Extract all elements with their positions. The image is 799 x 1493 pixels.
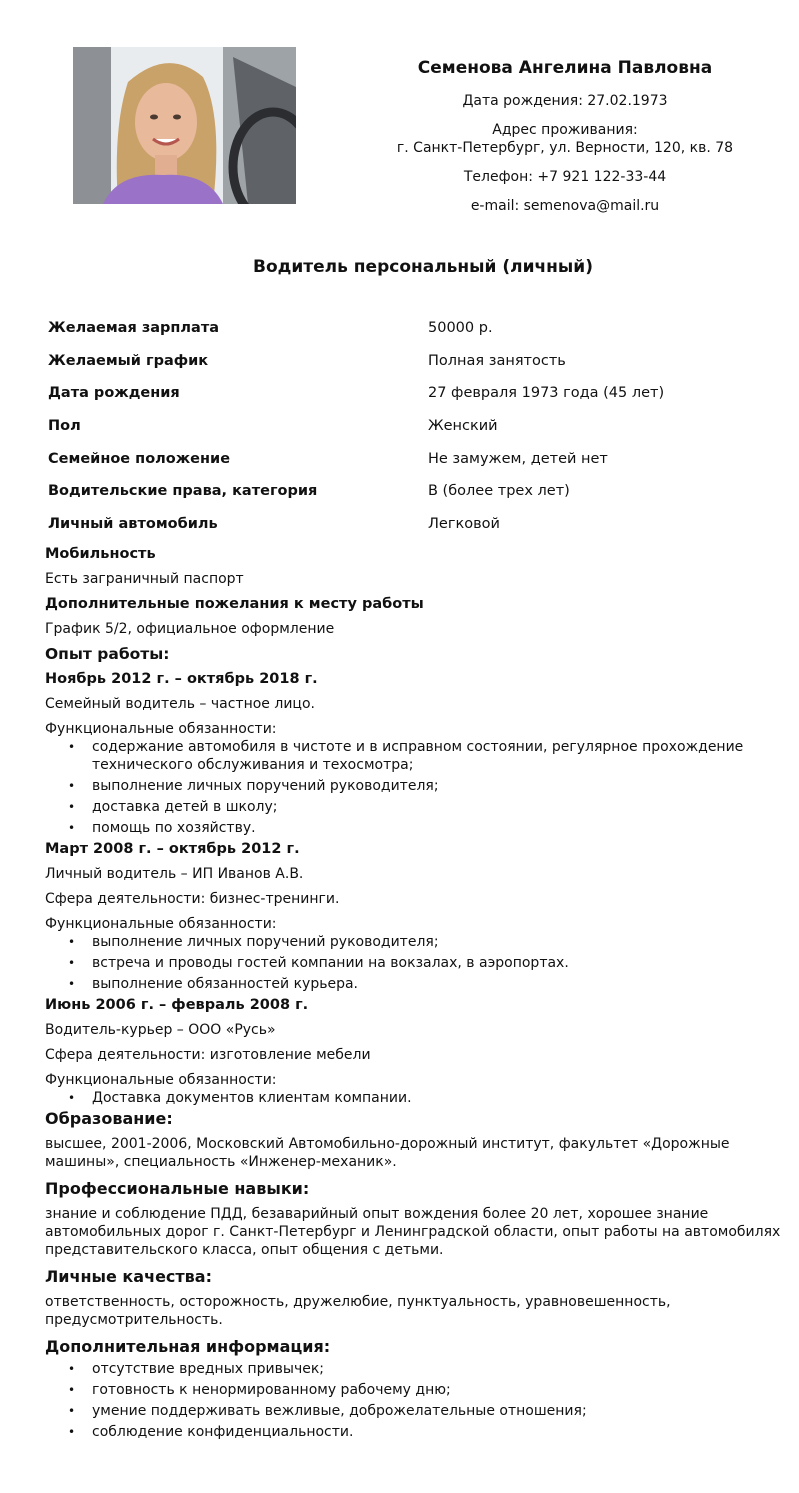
duties-label: Функциональные обязанности:	[45, 916, 277, 932]
detail-row	[48, 516, 768, 549]
detail-row	[48, 320, 768, 353]
details-table	[48, 320, 768, 549]
detail-row	[48, 451, 768, 484]
contact-header	[330, 58, 799, 226]
list-item: • выполнение личных поручений руководителя;	[92, 777, 797, 795]
detail-key: Личный автомобиль	[48, 516, 218, 533]
mobility-title: Мобильность	[45, 546, 156, 562]
address: г. Санкт-Петербург, ул. Верности, 120, кв. 78	[396, 140, 734, 156]
duties-list	[45, 738, 797, 837]
list-item: • доставка детей в школу;	[92, 798, 797, 816]
list-item: • выполнение личных поручений руководителя;	[92, 933, 797, 951]
skills-title: Профессиональные навыки:	[45, 1179, 310, 1198]
detail-key: Семейное положение	[48, 450, 231, 467]
detail-key: Желаемая зарплата	[48, 320, 220, 336]
detail-value: Не замужем, детей нет	[428, 450, 608, 467]
full-name: Семенова Ангелина Павловна	[417, 58, 713, 78]
additional-title: Дополнительная информация:	[45, 1337, 331, 1356]
detail-value: 27 февраля 1973 года (45 лет)	[428, 385, 665, 402]
profile-photo	[73, 47, 296, 204]
list-item: • встреча и проводы гостей компании на вокзалах, в аэропортах.	[92, 954, 797, 972]
address-label: Адрес проживания:	[492, 122, 638, 138]
position-title: Водитель персональный (личный)	[253, 257, 593, 277]
detail-key: Дата рождения	[48, 385, 180, 402]
detail-row	[48, 385, 768, 418]
additional-list	[45, 1360, 797, 1441]
list-item: • отсутствие вредных привычек;	[92, 1360, 797, 1378]
detail-row	[48, 418, 768, 451]
duties-list	[45, 933, 797, 993]
education-title: Образование:	[45, 1109, 173, 1128]
job-period: Ноябрь 2012 г. – октябрь 2018 г.	[45, 671, 318, 687]
job-period: Июнь 2006 г. – февраль 2008 г.	[45, 997, 309, 1013]
job-sphere: Сфера деятельности: изготовление мебели	[45, 1047, 371, 1063]
list-item: • помощь по хозяйству.	[92, 819, 797, 837]
job-entry	[45, 996, 797, 1107]
mobility-text: Есть заграничный паспорт	[45, 571, 244, 587]
wishes-title: Дополнительные пожелания к месту работы	[45, 596, 424, 612]
email: e-mail: semenova@mail.ru	[470, 198, 660, 214]
wishes-text: График 5/2, официальное оформление	[45, 621, 335, 637]
duties-label: Функциональные обязанности:	[45, 721, 277, 737]
list-item: • выполнение обязанностей курьера.	[92, 975, 797, 993]
job-role: Водитель-курьер – ООО «Русь»	[45, 1022, 276, 1038]
detail-value: Женский	[428, 418, 498, 435]
list-item: • содержание автомобиля в чистоте и в исправном состоянии, регулярное прохождение технического обслуживания и техосмотра;	[92, 738, 797, 774]
job-role: Личный водитель – ИП Иванов А.В.	[45, 866, 304, 882]
list-item: • готовность к ненормированному рабочему дню;	[92, 1381, 797, 1399]
education-text: высшее, 2001-2006, Московский Автомобильно-дорожный институт, факультет «Дорожные машины», специальность «Инженер-механик».	[45, 1136, 730, 1170]
qualities-title: Личные качества:	[45, 1267, 212, 1286]
duties-list	[45, 1089, 797, 1107]
detail-value: Полная занятость	[428, 352, 566, 369]
job-period: Март 2008 г. – октябрь 2012 г.	[45, 841, 300, 857]
detail-key: Водительские права, категория	[48, 483, 318, 500]
job-entry	[45, 670, 797, 837]
resume-body	[45, 545, 797, 1444]
job-entry	[45, 840, 797, 993]
detail-row	[48, 353, 768, 386]
job-role: Семейный водитель – частное лицо.	[45, 696, 315, 712]
birth-date: Дата рождения: 27.02.1973	[462, 93, 668, 109]
list-item: • Доставка документов клиентам компании.	[92, 1089, 797, 1107]
detail-value: B (более трех лет)	[428, 483, 570, 500]
skills-text: знание и соблюдение ПДД, безаварийный опыт вождения более 20 лет, хорошее знание автомобильных дорог г. Санкт-Петербург и Ленинградской области, опыт работы на автомобилях представительского класса, опыт общения с детьми.	[45, 1206, 781, 1258]
qualities-text: ответственность, осторожность, дружелюбие, пунктуальность, уравновешенность, предусмотрительность.	[45, 1294, 671, 1328]
detail-key: Пол	[48, 418, 81, 435]
job-sphere: Сфера деятельности: бизнес-тренинги.	[45, 891, 340, 907]
phone: Телефон: +7 921 122-33-44	[463, 169, 667, 185]
detail-value: 50000 р.	[428, 320, 493, 336]
experience-title: Опыт работы:	[45, 645, 170, 663]
list-item: • соблюдение конфиденциальности.	[92, 1423, 797, 1441]
detail-row	[48, 483, 768, 516]
duties-label: Функциональные обязанности:	[45, 1072, 277, 1088]
detail-value: Легковой	[428, 516, 500, 533]
list-item: • умение поддерживать вежливые, доброжелательные отношения;	[92, 1402, 797, 1420]
detail-key: Желаемый график	[48, 352, 209, 369]
